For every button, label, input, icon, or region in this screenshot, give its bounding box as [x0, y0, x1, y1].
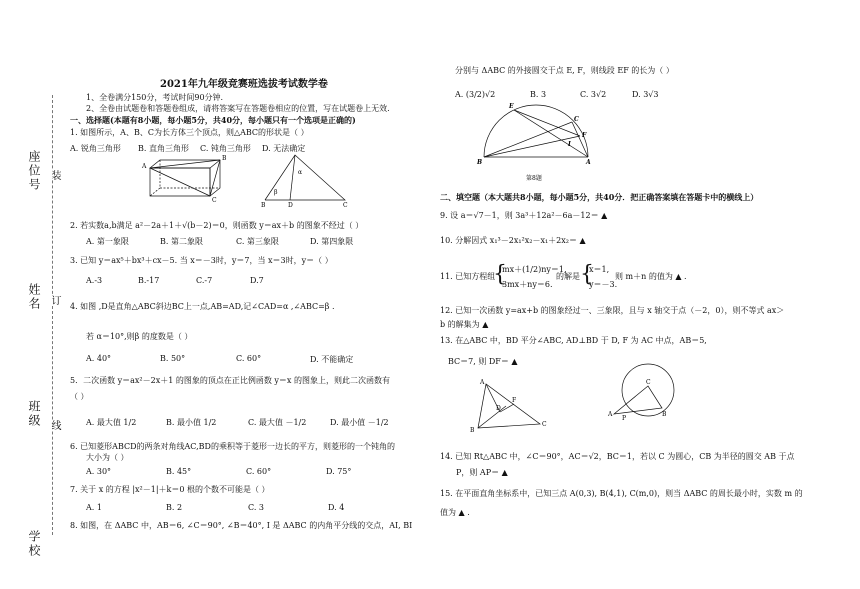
q8-option-a: A. (3/2)√2: [455, 90, 496, 99]
q14-fig-label-c: C: [646, 379, 651, 386]
q7-option-b: B. 2: [166, 503, 183, 512]
q3-option-a: A.-3: [86, 276, 103, 285]
q13-fig-label-d: D: [496, 405, 501, 412]
q8-fig-label-a: A: [586, 159, 591, 166]
q1-option-a: A. 锐角三角形: [70, 144, 121, 153]
q13-text: 13. 在△ABC 中，BD 平分∠ABC, AD⊥BD 于 D, F 为 AC 中点，AB＝5,: [440, 336, 707, 345]
q14-text: 14. 已知 Rt△ABC 中，∠C＝90°，AC＝√2，BC＝1，若以 C 为圆心，CB 为半径的圆交 AB 于点: [440, 452, 795, 461]
name-label: 姓名: [27, 283, 41, 311]
q5-option-b: B. 最小值 1/2: [166, 418, 217, 427]
q13-fig-label-c: C: [542, 421, 547, 428]
note-2: 2、全卷由试题卷和答题卷组成，请将答案写在答题卷相应的位置，写在试题卷上无效.: [86, 104, 390, 113]
q8-option-c: C. 3√2: [580, 90, 607, 99]
q1-option-d: D. 无法确定: [262, 144, 306, 153]
q15-text: 15. 在平面直角坐标系中，已知三点 A(0,3), B(4,1), C(m,0)，则当 ΔABC 的周长最小时，实数 m 的: [440, 489, 803, 498]
q1-option-b: B. 直角三角形: [138, 144, 189, 153]
q14-text-2: P，则 AP＝ ▲: [456, 468, 508, 477]
q2-text: 2. 若实数a,b满足 a²－2a＋1＋√(b－2)＝0，则函数 y＝ax＋b 的图象不经过（ ）: [70, 221, 364, 230]
q4-option-d: D. 不能确定: [310, 355, 354, 364]
q4-fig-label-b: B: [261, 202, 266, 208]
q11-mid: 的解是: [556, 272, 580, 281]
q6-option-a: A. 30°: [86, 467, 112, 476]
q13-fig-label-a: A: [480, 379, 485, 386]
q1-fig-label-c: C: [212, 197, 217, 204]
seal-char-1: 装: [49, 170, 60, 180]
q4-text: 4. 如图 ,D是直角△ABC斜边BC上一点,AB=AD,记∠CAD=α ,∠ABC=β .: [70, 302, 335, 311]
q8-fig-label-c: C: [574, 116, 579, 123]
q4-fig-label-d: D: [288, 202, 293, 208]
q8-option-b: B. 3: [530, 90, 547, 99]
q8-fig-label-b: B: [477, 159, 483, 166]
q7-text: 7. 关于 x 的方程 |x²－1|＋k＝0 根的个数不可能是（ ）: [70, 485, 270, 494]
q11-brace-1: {: [493, 262, 507, 287]
q2-option-d: D. 第四象限: [310, 237, 354, 246]
q12-text: 12. 已知一次函数 y=ax+b 的图象经过一、三象限，且与 x 轴交于点（－2，0），则不等式 ax＞: [440, 306, 785, 315]
class-label: 班级: [27, 400, 41, 428]
exam-title: 2021年九年级竞赛班选拔考试数学卷: [160, 79, 328, 90]
q6-option-b: B. 45°: [166, 467, 192, 476]
q1-fig-label-b: B: [222, 155, 227, 162]
q1-option-c: C. 钝角三角形: [200, 144, 251, 153]
q2-option-c: C. 第三象限: [236, 237, 279, 246]
q4-fig-alpha: α: [298, 169, 303, 176]
q5-option-c: C. 最大值 －1/2: [248, 418, 307, 427]
q8-figure: [476, 102, 596, 182]
q4-fig-beta: β: [274, 189, 278, 196]
q8-fig-label-e: E: [509, 103, 514, 110]
q4-sub: 若 α＝10°,则β 的度数是（ ）: [86, 332, 193, 341]
section-1-heading: 一、选择题(本题有8小题，每小题5分，共40分，每小题只有一个选项是正确的): [70, 115, 356, 125]
q14-fig-label-a: A: [608, 411, 613, 418]
q6-text-2: 大小为（ ）: [86, 453, 129, 462]
q6-option-d: D. 75°: [326, 467, 352, 476]
q8-fig-label-i: I: [568, 141, 571, 148]
q14-fig-label-p: P: [622, 415, 627, 422]
q8-fig-caption: 第8题: [526, 175, 542, 182]
q4-option-a: A. 40°: [86, 354, 112, 363]
q3-text: 3. 已知 y＝ax⁵＋bx³＋cx－5. 当 x＝－3时，y＝7，当 x＝3时，y＝（ ）: [70, 256, 333, 265]
q4-option-c: C. 60°: [236, 354, 262, 363]
q1-text: 1. 如图所示，A、B、C为长方体三个顶点，则△ABC的形状是（ ）: [70, 128, 309, 137]
q10-text: 10. 分解因式 x₁³－2x₁²x₂－x₁＋2x₂＝ ▲: [440, 236, 586, 245]
q3-option-b: B.-17: [138, 276, 160, 285]
q8-option-d: D. 3√3: [632, 90, 659, 99]
q5-blank: （ ）: [70, 392, 89, 401]
q7-option-a: A. 1: [86, 503, 102, 512]
q2-option-a: A. 第一象限: [86, 237, 129, 246]
q3-option-c: C.-7: [196, 276, 213, 285]
q5-text: 5．二次函数 y＝ax²－2x＋1 的图象的顶点在正比例函数 y＝x 的图象上，则此二次函数有: [70, 376, 390, 385]
q14-fig-label-b: B: [662, 411, 667, 418]
q13-q14-figures: [450, 362, 700, 434]
q9-text: 9. 设 a＝√7－1，则 3a³＋12a²－6a－12＝ ▲: [440, 211, 608, 220]
q7-option-d: D. 4: [328, 503, 345, 512]
q8-fig-label-f: F: [582, 132, 587, 139]
q12-text-2: b 的解集为 ▲: [440, 320, 489, 329]
seat-number-label: 座位号: [27, 150, 41, 192]
q11-brace-2: {: [580, 262, 594, 287]
note-1: 1、全卷满分150分，考试时间90分钟.: [86, 93, 224, 102]
seal-char-3: 线: [49, 420, 60, 430]
q11-eq-2: 3mx＋ny＝6.: [502, 280, 553, 289]
q6-option-c: C. 60°: [246, 467, 272, 476]
section-2-heading: 二、填空题（本大题共8小题，每小题5分，共40分．把正确答案填在答题卡中的横线上）: [440, 192, 759, 202]
q8-text: 8. 如图，在 ΔABC 中，AB＝6, ∠C＝90°, ∠B＝40°, I 是 ΔABC 的内角平分线的交点，AI, BI: [70, 521, 413, 530]
q13-fig-label-b: B: [470, 427, 475, 434]
school-label: 学校: [27, 530, 41, 558]
q15-text-2: 值为 ▲ .: [440, 508, 470, 517]
q4-fig-label-c: C: [343, 202, 348, 208]
q11-eq-1: mx＋(1/2)ny＝1,: [502, 265, 567, 274]
seal-char-2: 订: [49, 295, 60, 305]
q13-text-2: BC＝7, 则 DF＝ ▲: [448, 357, 518, 366]
q6-text: 6. 已知菱形ABCD的两条对角线AC,BD的乘积等于菱形一边长的平方，则菱形的一个钝角的: [70, 442, 395, 451]
q3-option-d: D.7: [250, 276, 264, 285]
q13-fig-label-f: F: [512, 397, 517, 404]
q11-post: 则 m＋n 的值为 ▲ .: [615, 272, 687, 281]
q5-option-a: A. 最大值 1/2: [86, 418, 137, 427]
q11-pre: 11. 已知方程组: [440, 272, 496, 281]
q2-option-b: B. 第二象限: [160, 237, 203, 246]
q5-option-d: D. 最小值 －1/2: [330, 418, 389, 427]
q1-fig-label-a: A: [142, 163, 147, 170]
q11-sol-1: x＝1,: [589, 265, 610, 274]
q7-option-c: C. 3: [248, 503, 265, 512]
q11-sol-2: y＝－3.: [589, 280, 618, 289]
q1-q4-figures: [140, 150, 370, 208]
binding-line: [52, 95, 53, 535]
q4-option-b: B. 50°: [160, 354, 186, 363]
q8-text-2: 分别与 ΔABC 的外接圆交于点 E, F，则线段 EF 的长为（ ）: [455, 66, 674, 75]
